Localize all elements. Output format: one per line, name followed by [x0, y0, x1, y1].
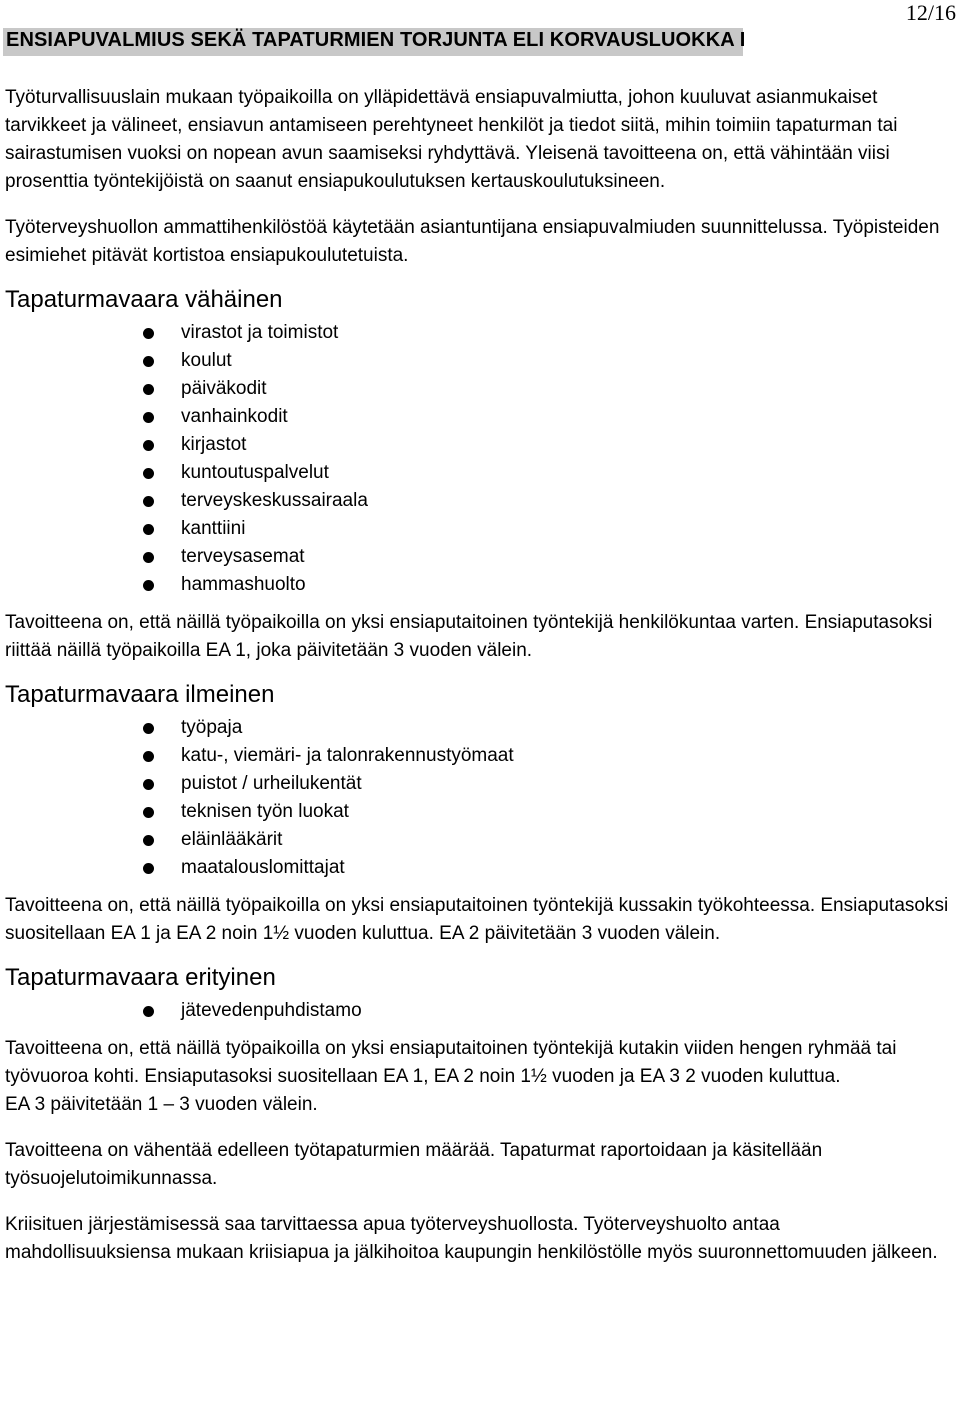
bullet-icon — [143, 496, 154, 507]
bullet-icon — [143, 580, 154, 591]
closing-paragraph: Kriisituen järjestämisessä saa tarvittaessa apua työterveyshuollosta. Työterveyshuolto antaa mahdollisuuksiensa mukaan kriisiapua ja jälkihoitoa kaupungin henkilöstölle myös suuronnettomuuden jälkeen. — [5, 1214, 938, 1263]
page-title: ENSIAPUVALMIUS SEKÄ TAPATURMIEN TORJUNTA ELI KORVAUSLUOKKA I — [6, 29, 746, 51]
document-body — [5, 84, 950, 1267]
bullet-list — [5, 319, 950, 599]
bullet-list — [5, 997, 950, 1025]
list-item: työpaja — [5, 714, 950, 742]
list-item: vanhainkodit — [5, 403, 950, 431]
list-item: teknisen työn luokat — [5, 798, 950, 826]
list-item: kanttiini — [5, 515, 950, 543]
bullet-icon — [143, 552, 154, 563]
bullet-icon — [143, 384, 154, 395]
bullet-icon — [143, 328, 154, 339]
bullet-list — [5, 714, 950, 882]
list-item: puistot / urheilukentät — [5, 770, 950, 798]
bullet-icon — [143, 779, 154, 790]
list-item: hammashuolto — [5, 571, 950, 599]
list-item: virastot ja toimistot — [5, 319, 950, 347]
list-item: jätevedenpuhdistamo — [5, 997, 950, 1025]
bullet-icon — [143, 440, 154, 451]
section-heading: Tapaturmavaara ilmeinen — [5, 681, 275, 708]
section-text: Tavoitteena on, että näillä työpaikoilla on yksi ensiaputaitoinen työntekijä kutakin viiden hengen ryhmää tai työvuoroa kohti. Ensiaputasoksi suositellaan EA 1, EA 2 noin 1½ vuoden ja EA 3 2 vuoden kuluttua. — [5, 1038, 897, 1087]
closing-paragraph: Tavoitteena on vähentää edelleen työtapaturmien määrää. Tapaturmat raportoidaan ja käsitellään työsuojelutoimikunnassa. — [5, 1140, 823, 1189]
section-text: Tavoitteena on, että näillä työpaikoilla on yksi ensiaputaitoinen työntekijä kussakin työkohteessa. Ensiaputasoksi suositellaan EA 1 ja EA 2 noin 1½ vuoden kuluttua. EA 2 päivitetään 3 vuoden välein. — [5, 895, 949, 944]
page-number: 12/16 — [905, 0, 956, 25]
bullet-icon — [143, 412, 154, 423]
list-item: katu-, viemäri- ja talonrakennustyömaat — [5, 742, 950, 770]
bullet-icon — [143, 1006, 154, 1017]
list-item: eläinlääkärit — [5, 826, 950, 854]
list-item: päiväkodit — [5, 375, 950, 403]
section-text: EA 3 päivitetään 1 – 3 vuoden välein. — [5, 1094, 318, 1115]
section-heading: Tapaturmavaara vähäinen — [5, 286, 283, 313]
list-item: maatalouslomittajat — [5, 854, 950, 882]
bullet-icon — [143, 863, 154, 874]
bullet-icon — [143, 835, 154, 846]
list-item: koulut — [5, 347, 950, 375]
bullet-icon — [143, 723, 154, 734]
bullet-icon — [143, 524, 154, 535]
list-item: terveyskeskussairaala — [5, 487, 950, 515]
bullet-icon — [143, 807, 154, 818]
intro-paragraph: Työterveyshuollon ammattihenkilöstöä käytetään asiantuntijana ensiapuvalmiuden suunnittelussa. Työpisteiden esimiehet pitävät kortistoa ensiapukoulutetuista. — [5, 217, 940, 266]
bullet-icon — [143, 751, 154, 762]
bullet-icon — [143, 356, 154, 367]
intro-paragraph: Työturvallisuuslain mukaan työpaikoilla on ylläpidettävä ensiapuvalmiutta, johon kuuluvat asianmukaiset tarvikkeet ja välineet, ensiavun antamiseen perehtyneet henkilöt ja tiedot siitä, mihin toimiin tapaturman tai sairastumisen vuoksi on nopean avun saamiseksi ryhdyttävä. Yleisenä tavoitteena on, että vähintään viisi prosenttia työntekijöistä on saanut ensiapukoulutuksen kertauskoulutuksineen. — [5, 87, 898, 192]
list-item: terveysasemat — [5, 543, 950, 571]
section-text: Tavoitteena on, että näillä työpaikoilla on yksi ensiaputaitoinen työntekijä henkilökuntaa varten. Ensiaputasoksi riittää näillä työpaikoilla EA 1, joka päivitetään 3 vuoden välein. — [5, 612, 933, 661]
section-heading: Tapaturmavaara erityinen — [5, 964, 276, 991]
list-item: kirjastot — [5, 431, 950, 459]
list-item: kuntoutuspalvelut — [5, 459, 950, 487]
bullet-icon — [143, 468, 154, 479]
